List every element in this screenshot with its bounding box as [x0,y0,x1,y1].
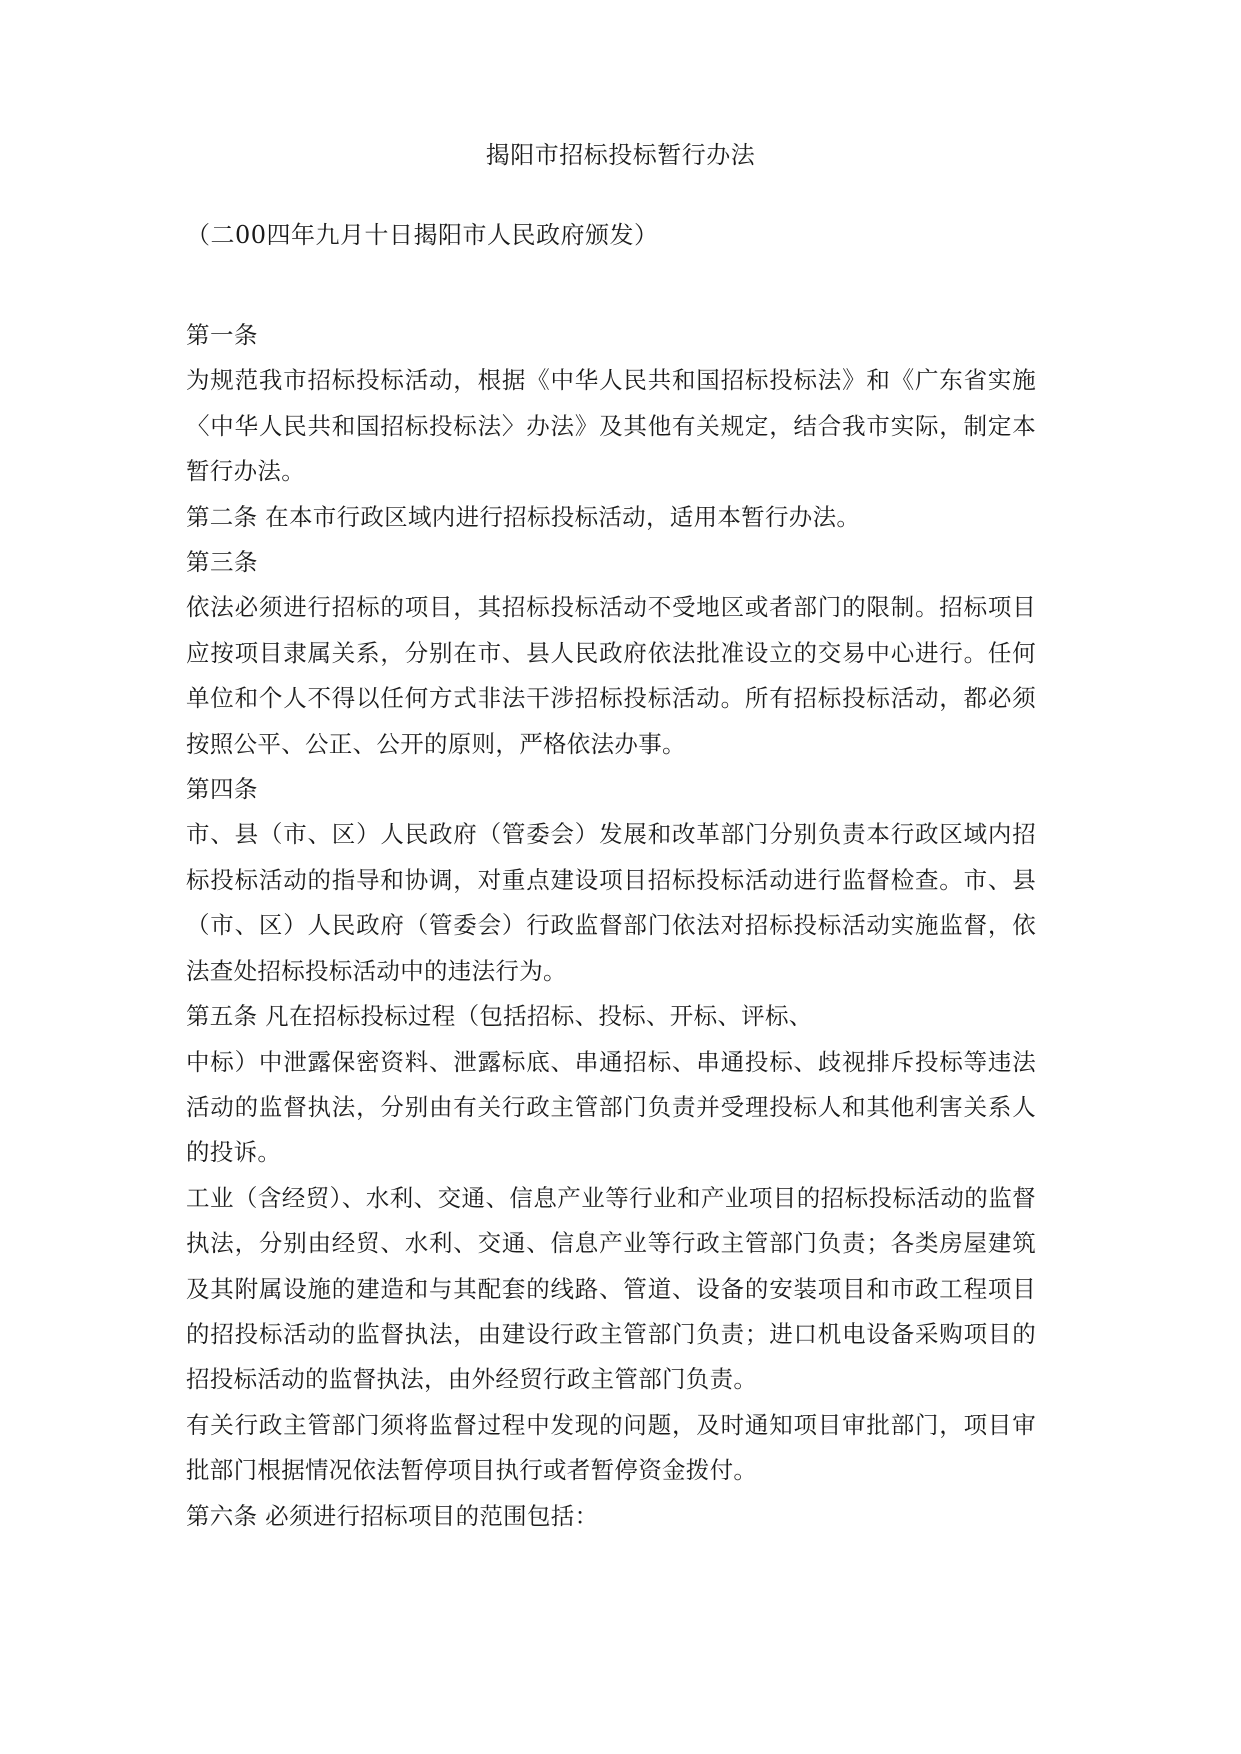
article-5-text-line-1: 第五条 凡在招标投标过程（包括招标、投标、开标、评标、 [186,1002,813,1031]
article-2-text: 第二条 在本市行政区域内进行招标投标活动，适用本暂行办法。 [186,502,861,531]
article-3-heading: 第三条 [186,548,258,577]
article-6-text: 第六条 必须进行招标项目的范围包括： [186,1501,599,1530]
article-4-text: 市、县（市、区）人民政府（管委会）发展和改革部门分别负责本行政区域内招标投标活动的指导和协调，对重点建设项目招标投标活动进行监督检查。市、县（市、区）人民政府（管委会）行政监督部门依法对招标投标活动实施监督，依法查处招标投标活动中的违法行为。 [186,820,1036,985]
article-1-heading: 第一条 [186,321,258,349]
article-3-text: 依法必须进行招标的项目，其招标投标活动不受地区或者部门的限制。招标项目应按项目隶属关系，分别在市、县人民政府依法批准设立的交易中心进行。任何单位和个人不得以任何方式非法干涉招标投标活动。所有招标投标活动，都必须按照公平、公正、公开的原则，严格依法办事。 [186,593,1036,758]
article-5-notice-paragraph: 有关行政主管部门须将监督过程中发现的问题，及时通知项目审批部门，项目审批部门根据情况依法暂停项目执行或者暂停资金拨付。 [186,1410,1036,1485]
article-1-text: 为规范我市招标投标活动，根据《中华人民共和国招标投标法》和《广东省实施〈中华人民共和国招标投标法〉办法》及其他有关规定，结合我市实际，制定本暂行办法。 [186,366,1036,486]
article-5-industry-paragraph: 工业（含经贸）、水利、交通、信息产业等行业和产业项目的招标投标活动的监督执法，分别由经贸、水利、交通、信息产业等行政主管部门负责；各类房屋建筑及其附属设施的建造和与其配套的线路、管道、设备的安装项目和市政工程项目的招投标活动的监督执法，由建设行政主管部门负责；进口机电设备采购项目的招投标活动的监督执法，由外经贸行政主管部门负责。 [186,1183,1036,1394]
article-4-heading: 第四条 [186,775,258,804]
document-subtitle: （二00四年九月十日揭阳市人民政府颁发） [186,221,659,249]
article-5-text: 中标）中泄露保密资料、泄露标底、串通招标、串通投标、歧视排斥投标等违法活动的监督执法，分别由有关行政主管部门负责并受理投标人和其他利害关系人的投诉。 [186,1047,1036,1167]
document-title: 揭阳市招标投标暂行办法 [485,141,756,169]
document-body [186,313,1036,1539]
